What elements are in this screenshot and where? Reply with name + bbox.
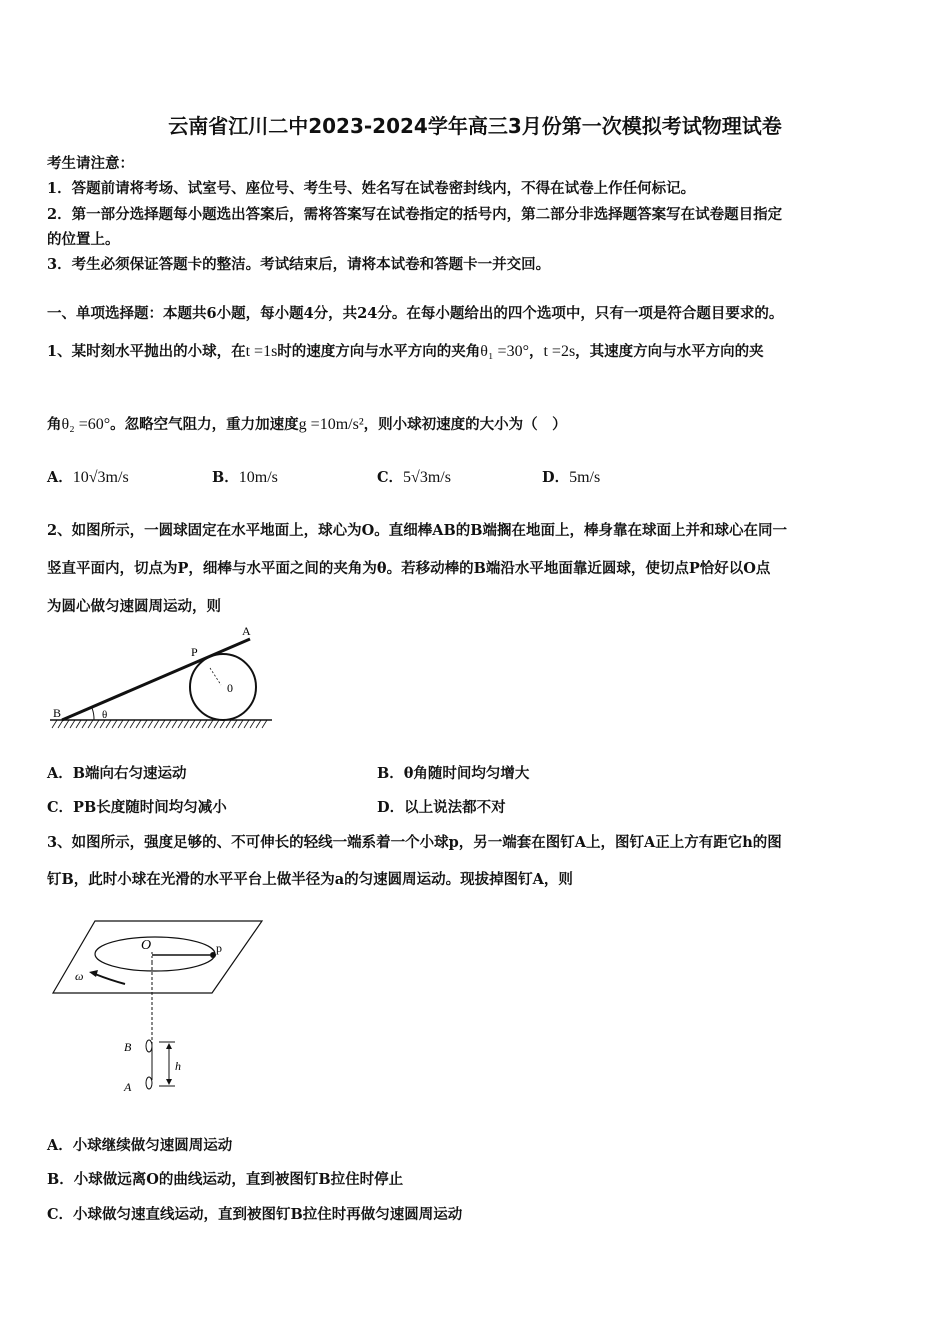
theta-arc bbox=[92, 708, 94, 720]
h-arrowhead-top bbox=[166, 1043, 172, 1049]
notice-item-3: 3．考生必须保证答题卡的整洁。考试结束后，请将本试卷和答题卡一并交回。 bbox=[47, 256, 551, 273]
q2-line-3: 为圆心做匀速圆周运动，则 bbox=[47, 598, 221, 615]
q1-math-t2: t =2s bbox=[543, 343, 576, 360]
sphere bbox=[190, 654, 256, 720]
label-a: A bbox=[242, 624, 251, 638]
q1-math-theta2: θ₂ =60° bbox=[61, 416, 111, 433]
q1-option-a[interactable]: A．10√3m/s bbox=[47, 469, 129, 486]
omega-arrow bbox=[95, 974, 125, 984]
q1-text-5: 角 bbox=[47, 416, 62, 433]
q1-option-c[interactable]: C．5√3m/s bbox=[377, 469, 451, 486]
q1-option-c-value: 5√3m/s bbox=[403, 469, 451, 486]
q2-option-b[interactable]: B．θ角随时间均匀增大 bbox=[377, 765, 530, 782]
label-b: B bbox=[124, 1040, 132, 1054]
pin-b bbox=[146, 1040, 152, 1052]
q1-text-3: ， bbox=[528, 343, 544, 360]
q1-option-d-value: 5m/s bbox=[569, 469, 601, 486]
q1-math-theta1: θ₁ =30° bbox=[480, 343, 529, 360]
h-arrowhead-bottom bbox=[166, 1079, 172, 1085]
q1-text-2: 时的速度方向与水平方向的夹角 bbox=[277, 343, 481, 360]
q1-math-g: g =10m/s² bbox=[298, 416, 364, 433]
q1-option-b[interactable]: B．10m/s bbox=[212, 469, 278, 486]
radius-op bbox=[210, 668, 221, 685]
notice-item-1: 1．答题前请将考场、试室号、座位号、考生号、姓名写在试卷密封线内，不得在试卷上作任何标记。 bbox=[47, 180, 696, 197]
orbit bbox=[95, 937, 215, 971]
q1-option-a-value: 10√3m/s bbox=[72, 469, 129, 486]
label-h: h bbox=[175, 1059, 181, 1073]
q3-line-1: 3、如图所示，强度足够的、不可伸长的轻线一端系着一个小球p，另一端套在图钉A上，图钉A正上方有距它h的图 bbox=[47, 834, 782, 851]
label-o: O bbox=[141, 938, 152, 953]
q3-line-2: 钉B，此时小球在光滑的水平平台上做半径为a的匀速圆周运动。现拔掉图钉A，则 bbox=[47, 871, 573, 888]
q2-option-d[interactable]: D．以上说法都不对 bbox=[377, 799, 506, 816]
q1-option-b-value: 10m/s bbox=[238, 469, 278, 486]
label-omega: ω bbox=[75, 969, 84, 983]
page-title: 云南省江川二中2023-2024学年高三3月份第一次模拟考试物理试卷 bbox=[168, 114, 782, 138]
notice-heading: 考生请注意： bbox=[47, 155, 134, 172]
q2-option-c[interactable]: C．PB长度随时间均匀减小 bbox=[47, 799, 227, 816]
label-p: P bbox=[191, 645, 198, 659]
platform bbox=[53, 921, 262, 993]
section-heading: 一、单项选择题：本题共6小题，每小题4分，共24分。在每小题给出的四个选项中，只有一项是符合题目要求的。 bbox=[47, 305, 784, 322]
q3-figure bbox=[45, 912, 275, 1102]
q1-line-2 bbox=[47, 413, 567, 434]
q1-text-7: ，则小球初速度的大小为（ ） bbox=[363, 416, 567, 433]
pin-a bbox=[146, 1077, 152, 1089]
q1-option-d[interactable]: D．5m/s bbox=[542, 469, 601, 486]
q2-line-2: 竖直平面内，切点为P，细棒与水平面之间的夹角为θ。若移动棒的B端沿水平地面靠近圆球，使切点P恰好以O点 bbox=[47, 560, 771, 577]
notice-item-2-cont: 的位置上。 bbox=[47, 231, 120, 248]
label-b: B bbox=[53, 706, 62, 720]
label-p: p bbox=[216, 941, 222, 955]
q1-math-t1: t =1s bbox=[245, 343, 278, 360]
q1-text-1: 1、某时刻水平抛出的小球，在 bbox=[47, 343, 246, 360]
q3-option-c[interactable]: C．小球做匀速直线运动，直到被图钉B拉住时再做匀速圆周运动 bbox=[47, 1206, 463, 1223]
q1-text-6: 。忽略空气阻力，重力加速度 bbox=[110, 416, 299, 433]
q1-line-1 bbox=[47, 340, 764, 361]
label-a: A bbox=[124, 1080, 132, 1094]
omega-arrowhead bbox=[89, 970, 98, 977]
q3-option-a[interactable]: A．小球继续做匀速圆周运动 bbox=[47, 1137, 233, 1154]
q2-option-a[interactable]: A．B端向右匀速运动 bbox=[47, 765, 187, 782]
rod-ab bbox=[62, 639, 250, 720]
q2-figure bbox=[40, 620, 280, 735]
q2-line-1: 2、如图所示，一圆球固定在水平地面上，球心为O。直细棒AB的B端搁在地面上，棒身靠在球面上并和球心在同一 bbox=[47, 522, 787, 539]
q3-option-b[interactable]: B．小球做远离O的曲线运动，直到被图钉B拉住时停止 bbox=[47, 1171, 404, 1188]
notice-item-2: 2．第一部分选择题每小题选出答案后，需将答案写在试卷指定的括号内，第二部分非选择题答案写在试卷题目指定 bbox=[47, 206, 783, 223]
ground-hatch bbox=[52, 720, 267, 728]
label-o: 0 bbox=[227, 681, 233, 695]
label-theta: θ bbox=[102, 709, 108, 721]
q1-text-4: ，其速度方向与水平方向的夹 bbox=[575, 343, 764, 360]
